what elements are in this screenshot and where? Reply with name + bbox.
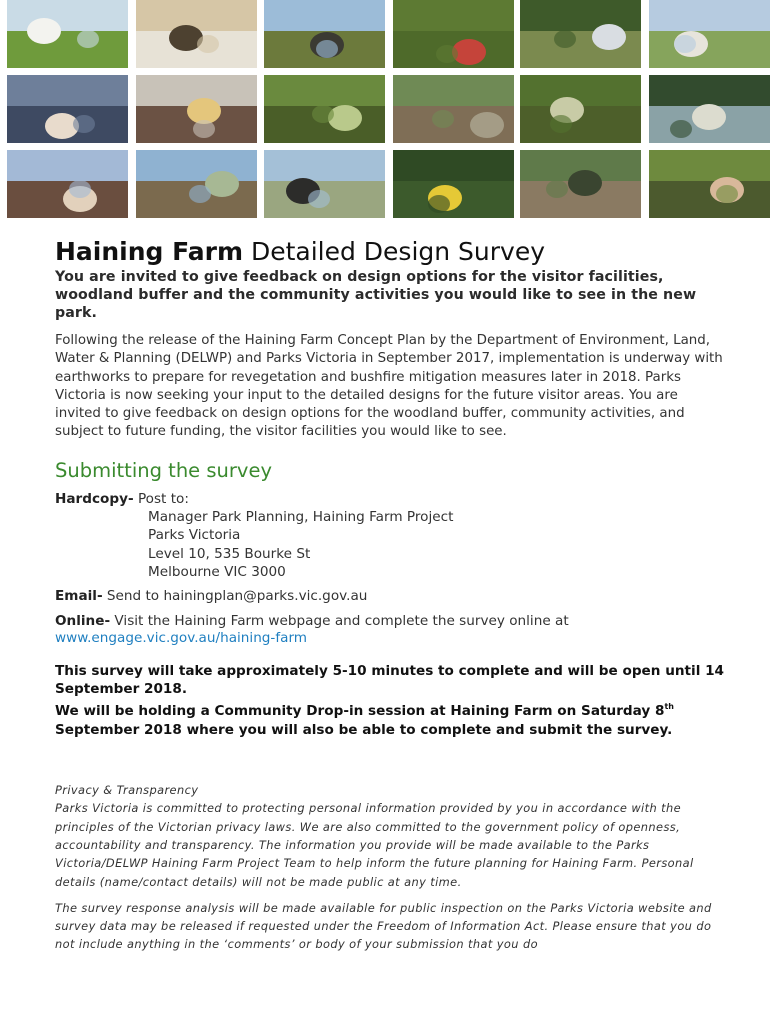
photo-bird [393, 150, 514, 218]
photo-market-stalls [136, 75, 257, 143]
photo-walkers-in-trees [520, 0, 641, 68]
email-label: Email- [55, 588, 103, 605]
address-line: Manager Park Planning, Haining Farm Project [148, 509, 454, 526]
photo-collage [7, 0, 769, 218]
address-line: Melbourne VIC 3000 [148, 563, 286, 580]
photo-picnic-by-creek [649, 0, 770, 68]
photo-homestead [136, 150, 257, 218]
section-heading: Submitting the survey [55, 458, 272, 482]
photo-creek-rocks [520, 150, 641, 218]
postal-address [148, 508, 725, 581]
photo-farm-shed [264, 0, 385, 68]
online-text: Visit the Haining Farm webpage and complete the survey online at [110, 612, 569, 629]
photo-cyclists [264, 150, 385, 218]
survey-notice [55, 662, 725, 739]
address-line: Level 10, 535 Bourke St [148, 545, 311, 562]
subtitle: You are invited to give feedback on design options for the visitor facilities, woodland buffer and the community activities you would like to see in the new park. [55, 269, 697, 321]
survey-website-link[interactable]: www.engage.vic.gov.au/haining-farm [55, 629, 308, 646]
intro-paragraph: Following the release of the Haining Farm Concept Plan by the Department of Environment, Land, Water & Planning (DELWP) and Parks Victoria in September 2017, implementation is underway with earthworks to prepare for revegetation and bushfire mitigation measures later in 2018. Parks Victoria is now seeking your input to the detailed designs for the future visitor areas. You are invited to give feedback on design options for the woodland buffer, community activities, and subject to future funding, the visitor facilities you would like to see. [55, 333, 723, 440]
notice-drop-in-a: We will be holding a Community Drop-in session at Haining Farm on Saturday 8 [55, 703, 665, 720]
photo-child-at-creek [520, 75, 641, 143]
photo-information-boards [136, 0, 257, 68]
email-row [55, 587, 725, 605]
photo-child-in-garden [393, 0, 514, 68]
privacy-heading: Privacy & Transparency [55, 783, 199, 798]
privacy-paragraph-2: The survey response analysis will be made available for public inspection on the Parks Victoria website and survey data may be released if requested under the Freedom of Information Act. Please ensure that you do not include anything in the ‘comments’ or body of your submission that you do [55, 900, 712, 952]
hardcopy-text: Post to: [133, 490, 189, 507]
notice-drop-in-b: September 2018 where you will also be able to complete and submit the survey. [55, 721, 673, 738]
photo-lawn-gathering [7, 0, 128, 68]
photo-crowd-event [7, 75, 128, 143]
photo-children-exploring [649, 150, 770, 218]
email-text: Send to hainingplan@parks.vic.gov.au [102, 588, 368, 605]
address-line: Parks Victoria [148, 527, 241, 544]
online-row [55, 612, 725, 646]
photo-gardener [264, 75, 385, 143]
online-label: Online- [55, 612, 111, 629]
hardcopy-row [55, 490, 725, 508]
survey-document [55, 236, 725, 954]
notice-drop-in [55, 698, 725, 739]
page-title [55, 236, 725, 268]
notice-drop-in-sup: th [664, 702, 674, 712]
photo-bushland-clearing [393, 75, 514, 143]
privacy-paragraph-1: Parks Victoria is committed to protecting personal information provided by you in accordance with the principles of the Victorian privacy laws. We are also committed to the government policy of openness, accountability and transparency. The information you provide will be made available to the Parks Victoria/DELWP Haining Farm Project Team to help inform the future planning for Haining Farm. Personal details (name/contact details) will not be made public at any time. [55, 801, 694, 889]
notice-duration: This survey will take approximately 5-10 minutes to complete and will be open until 14 September 2018. [55, 662, 725, 698]
hardcopy-label: Hardcopy- [55, 490, 134, 507]
title-survey-name: Detailed Design Survey [243, 237, 546, 266]
photo-outdoor-cinema [7, 150, 128, 218]
title-project-name: Haining Farm [55, 237, 243, 266]
photo-boardwalk [649, 75, 770, 143]
